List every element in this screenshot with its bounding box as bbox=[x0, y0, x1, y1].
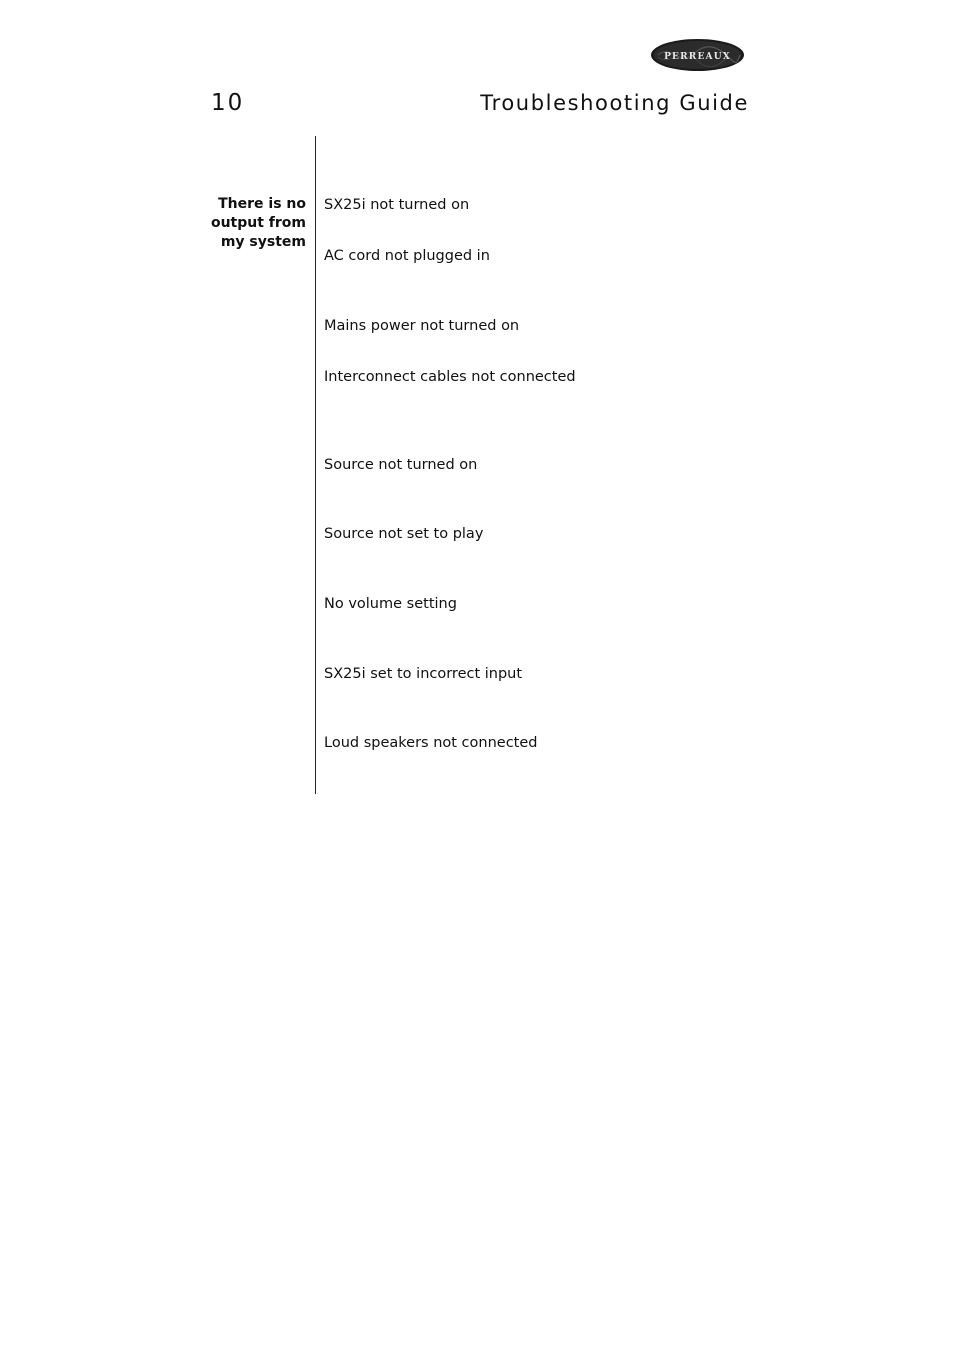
cause-item: Interconnect cables not connected bbox=[324, 369, 576, 385]
svg-text:PERREAUX: PERREAUX bbox=[664, 52, 731, 62]
cause-item: Loud speakers not connected bbox=[324, 735, 538, 751]
cause-item: Mains power not turned on bbox=[324, 318, 520, 334]
cause-item: SX25i set to incorrect input bbox=[324, 666, 523, 682]
problem-heading bbox=[196, 195, 306, 252]
column-divider bbox=[315, 136, 316, 794]
page-number: 10 bbox=[211, 90, 245, 116]
cause-item: Source not set to play bbox=[324, 526, 484, 542]
problem-line: output from bbox=[210, 215, 306, 231]
cause-item: SX25i not turned on bbox=[324, 197, 470, 213]
cause-item: AC cord not plugged in bbox=[324, 248, 490, 264]
cause-item: Source not turned on bbox=[324, 457, 478, 473]
problem-line: my system bbox=[220, 234, 306, 250]
problem-line: There is no bbox=[218, 196, 306, 212]
page-title: Troubleshooting Guide bbox=[480, 91, 749, 115]
perreaux-logo bbox=[650, 38, 745, 72]
cause-item: No volume setting bbox=[324, 596, 457, 612]
